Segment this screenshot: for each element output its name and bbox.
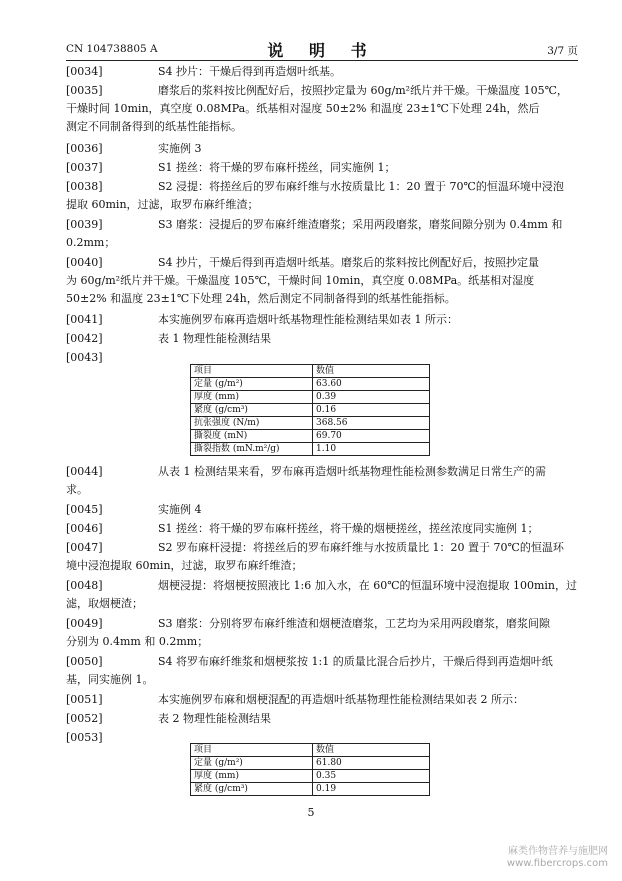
paragraph-text: 50±2% 和温度 23±1℃下处理 24h，然后测定不同制备得到的纸基性能指标。 (66, 292, 456, 305)
paragraph-line (66, 311, 578, 329)
item-cell: 紧度 (g/cm³) (191, 404, 313, 417)
paragraph-text: 为 60g/m²纸片并干燥。干燥温度 105℃，干燥时间 10min，真空度 0.08MPa。纸基相对湿度 (66, 274, 535, 287)
watermark-site-name: 麻类作物营养与施肥网 (508, 846, 608, 857)
item-cell: 定量 (g/m²) (191, 378, 313, 391)
value-cell: 0.39 (313, 391, 430, 404)
paragraph-text: 基，同实施例 1。 (66, 673, 154, 686)
paragraph-text: 分别为 0.4mm 和 0.2mm； (66, 635, 209, 648)
paragraph-number: [0050] (66, 655, 103, 668)
paragraph-text: 磨浆后的浆料按比例配好后，按照抄定量为 60g/m²纸片并干燥。干燥温度 105℃， (158, 84, 568, 97)
table-header-row (191, 365, 430, 378)
value-cell: 0.16 (313, 404, 430, 417)
paragraph-text: 测定不同制备得到的纸基性能指标。 (66, 120, 242, 133)
paragraph-text: 滤，取烟梗渣； (66, 597, 143, 610)
value-cell: 数值 (313, 744, 430, 757)
paragraph-text: S3 磨浆：浸提后的罗布麻纤维渣磨浆；采用两段磨浆，磨浆间隙分别为 0.4mm 和 (158, 218, 563, 231)
paragraph-number: [0048] (66, 579, 103, 592)
paragraph-text: S2 浸提：将搓丝后的罗布麻纤维与水按质量比 1：20 置于 70℃的恒温环境中浸泡 (158, 180, 564, 193)
table-row (191, 783, 430, 796)
paragraph-number: [0049] (66, 617, 103, 630)
paragraph-number: [0047] (66, 541, 103, 554)
paragraph (66, 178, 578, 214)
item-cell: 定量 (g/m²) (191, 757, 313, 770)
watermark-url: www.fibercrops.com (506, 858, 608, 869)
paragraph-text: 境中浸泡提取 60min，过滤，取罗布麻纤维渣； (66, 559, 303, 572)
paragraph-number: [0046] (66, 522, 103, 535)
value-cell: 63.60 (313, 378, 430, 391)
paragraph-line (66, 178, 578, 196)
paragraph-line (66, 557, 578, 575)
paragraph (66, 254, 578, 308)
paragraph-number: [0044] (66, 465, 103, 478)
paragraph-line (66, 501, 578, 519)
value-cell: 0.19 (313, 783, 430, 796)
paragraph-text: S1 搓丝：将干燥的罗布麻杆搓丝，将干燥的烟梗搓丝，搓丝浓度同实施例 1； (158, 522, 539, 535)
paragraph-line (66, 577, 578, 595)
paragraph-text: 实施例 3 (158, 142, 202, 155)
table-row (191, 443, 430, 456)
paragraph-line (66, 118, 578, 136)
paragraph (66, 63, 578, 81)
paragraph-line (66, 463, 578, 481)
paragraph-line (66, 671, 578, 689)
page-number: 5 (307, 806, 315, 819)
paragraph-line (66, 330, 578, 348)
table-row (191, 430, 430, 443)
table-2-physical-properties (190, 743, 430, 796)
paragraph-text: 求。 (66, 483, 88, 496)
table-row (191, 404, 430, 417)
patent-number: CN 104738805 A (66, 43, 158, 55)
paragraph-text: S2 罗布麻杆浸提：将搓丝后的罗布麻纤维与水按质量比 1：20 置于 70℃的恒温环 (158, 541, 564, 554)
item-cell: 项目 (191, 365, 313, 378)
paragraph-line (66, 520, 578, 538)
watermark (507, 846, 608, 870)
item-cell: 撕裂指数 (mN.m²/g) (191, 443, 313, 456)
paragraph-number: [0035] (66, 84, 103, 97)
paragraph-line (66, 196, 578, 214)
table-1-physical-properties (190, 364, 430, 456)
paragraph (66, 653, 578, 689)
paragraph-text: 表 1 物理性能检测结果 (158, 332, 271, 345)
item-cell: 厚度 (mm) (191, 770, 313, 783)
paragraph (66, 311, 578, 329)
paragraph-line (66, 82, 578, 100)
paragraph-line (66, 653, 578, 671)
paragraph-text: 提取 60min，过滤，取罗布麻纤维渣； (66, 198, 259, 211)
paragraph (66, 140, 578, 158)
paragraph (66, 463, 578, 499)
value-cell: 0.35 (313, 770, 430, 783)
paragraph-number: [0034] (66, 65, 103, 78)
paragraph-text: S1 搓丝：将干燥的罗布麻杆搓丝，同实施例 1； (158, 161, 396, 174)
paragraph-line (66, 63, 578, 81)
paragraph-line (66, 691, 578, 709)
paragraph-line (66, 140, 578, 158)
paragraph (66, 159, 578, 177)
paragraph (66, 615, 578, 651)
paragraph-text: 从表 1 检测结果来看，罗布麻再造烟叶纸基物理性能检测参数满足日常生产的需 (158, 465, 546, 478)
paragraph-line (66, 272, 578, 290)
paragraph (66, 520, 578, 538)
page-header (66, 38, 578, 60)
paragraph-text: 本实施例罗布麻再造烟叶纸基物理性能检测结果如表 1 所示： (158, 313, 458, 326)
paragraph-line (66, 615, 578, 633)
paragraph-text: 本实施例罗布麻和烟梗混配的再造烟叶纸基物理性能检测结果如表 2 所示： (158, 693, 524, 706)
paragraph (66, 501, 578, 519)
paragraph-number: [0051] (66, 693, 103, 706)
page-indicator: 3/7 页 (547, 45, 578, 57)
paragraph (66, 710, 578, 728)
paragraph-number: [0041] (66, 313, 103, 326)
item-cell: 厚度 (mm) (191, 391, 313, 404)
paragraph (66, 577, 578, 613)
value-cell: 69.70 (313, 430, 430, 443)
paragraph-text: S4 抄片：干燥后得到再造烟叶纸基。 (158, 65, 342, 78)
paragraph-text: 烟梗浸提：将烟梗按照液比 1:6 加入水，在 60℃的恒温环境中浸泡提取 100min，过 (158, 579, 578, 592)
table-row (191, 391, 430, 404)
paragraph-text: 0.2mm； (66, 236, 116, 249)
item-cell: 撕裂度 (mN) (191, 430, 313, 443)
paragraph (66, 82, 578, 136)
paragraph-line (66, 539, 578, 557)
document-title: 说 明 书 (267, 41, 377, 60)
value-cell: 1.10 (313, 443, 430, 456)
header-divider (66, 60, 578, 61)
paragraph-number: [0045] (66, 503, 103, 516)
paragraph-number: [0042] (66, 332, 103, 345)
paragraph-line (66, 710, 578, 728)
item-cell: 抗张强度 (N/m) (191, 417, 313, 430)
value-cell: 61.80 (313, 757, 430, 770)
paragraph-line (66, 633, 578, 651)
paragraph (66, 216, 578, 252)
paragraph-number: [0039] (66, 218, 103, 231)
paragraph-number: [0040] (66, 256, 103, 269)
paragraph-line (66, 100, 578, 118)
paragraph-number: [0037] (66, 161, 103, 174)
paragraph-number: [0038] (66, 180, 103, 193)
paragraph-text: 表 2 物理性能检测结果 (158, 712, 271, 725)
paragraph-text: S3 磨浆：分别将罗布麻纤维渣和烟梗渣磨浆，工艺均为采用两段磨浆，磨浆间隙 (158, 617, 551, 630)
paragraph-number: [0036] (66, 142, 103, 155)
paragraph-line (66, 254, 578, 272)
paragraph-number: [0043] (66, 351, 103, 364)
paragraph-line (66, 595, 578, 613)
paragraph-text: S4 将罗布麻纤维浆和烟梗浆按 1:1 的质量比混合后抄片，干燥后得到再造烟叶纸 (158, 655, 553, 668)
table-row (191, 757, 430, 770)
table-row (191, 770, 430, 783)
table-header-row (191, 744, 430, 757)
paragraph (66, 691, 578, 709)
paragraph-text: 干燥时间 10min，真空度 0.08MPa。纸基相对湿度 50±2% 和温度 23±1℃下处理 24h，然后 (66, 102, 540, 115)
item-cell: 项目 (191, 744, 313, 757)
paragraph-line (66, 481, 578, 499)
paragraph-line (66, 159, 578, 177)
paragraph (66, 330, 578, 348)
paragraph (66, 539, 578, 575)
paragraph-text: 实施例 4 (158, 503, 202, 516)
table-row (191, 417, 430, 430)
table-row (191, 378, 430, 391)
paragraph-line (66, 216, 578, 234)
paragraph-text: S4 抄片，干燥后得到再造烟叶纸基。磨浆后的浆料按比例配好后，按照抄定量 (158, 256, 540, 269)
paragraph-number: [0053] (66, 731, 103, 744)
value-cell: 数值 (313, 365, 430, 378)
paragraph-line (66, 290, 578, 308)
item-cell: 紧度 (g/cm³) (191, 783, 313, 796)
paragraph-line (66, 234, 578, 252)
value-cell: 368.56 (313, 417, 430, 430)
paragraph-number: [0052] (66, 712, 103, 725)
